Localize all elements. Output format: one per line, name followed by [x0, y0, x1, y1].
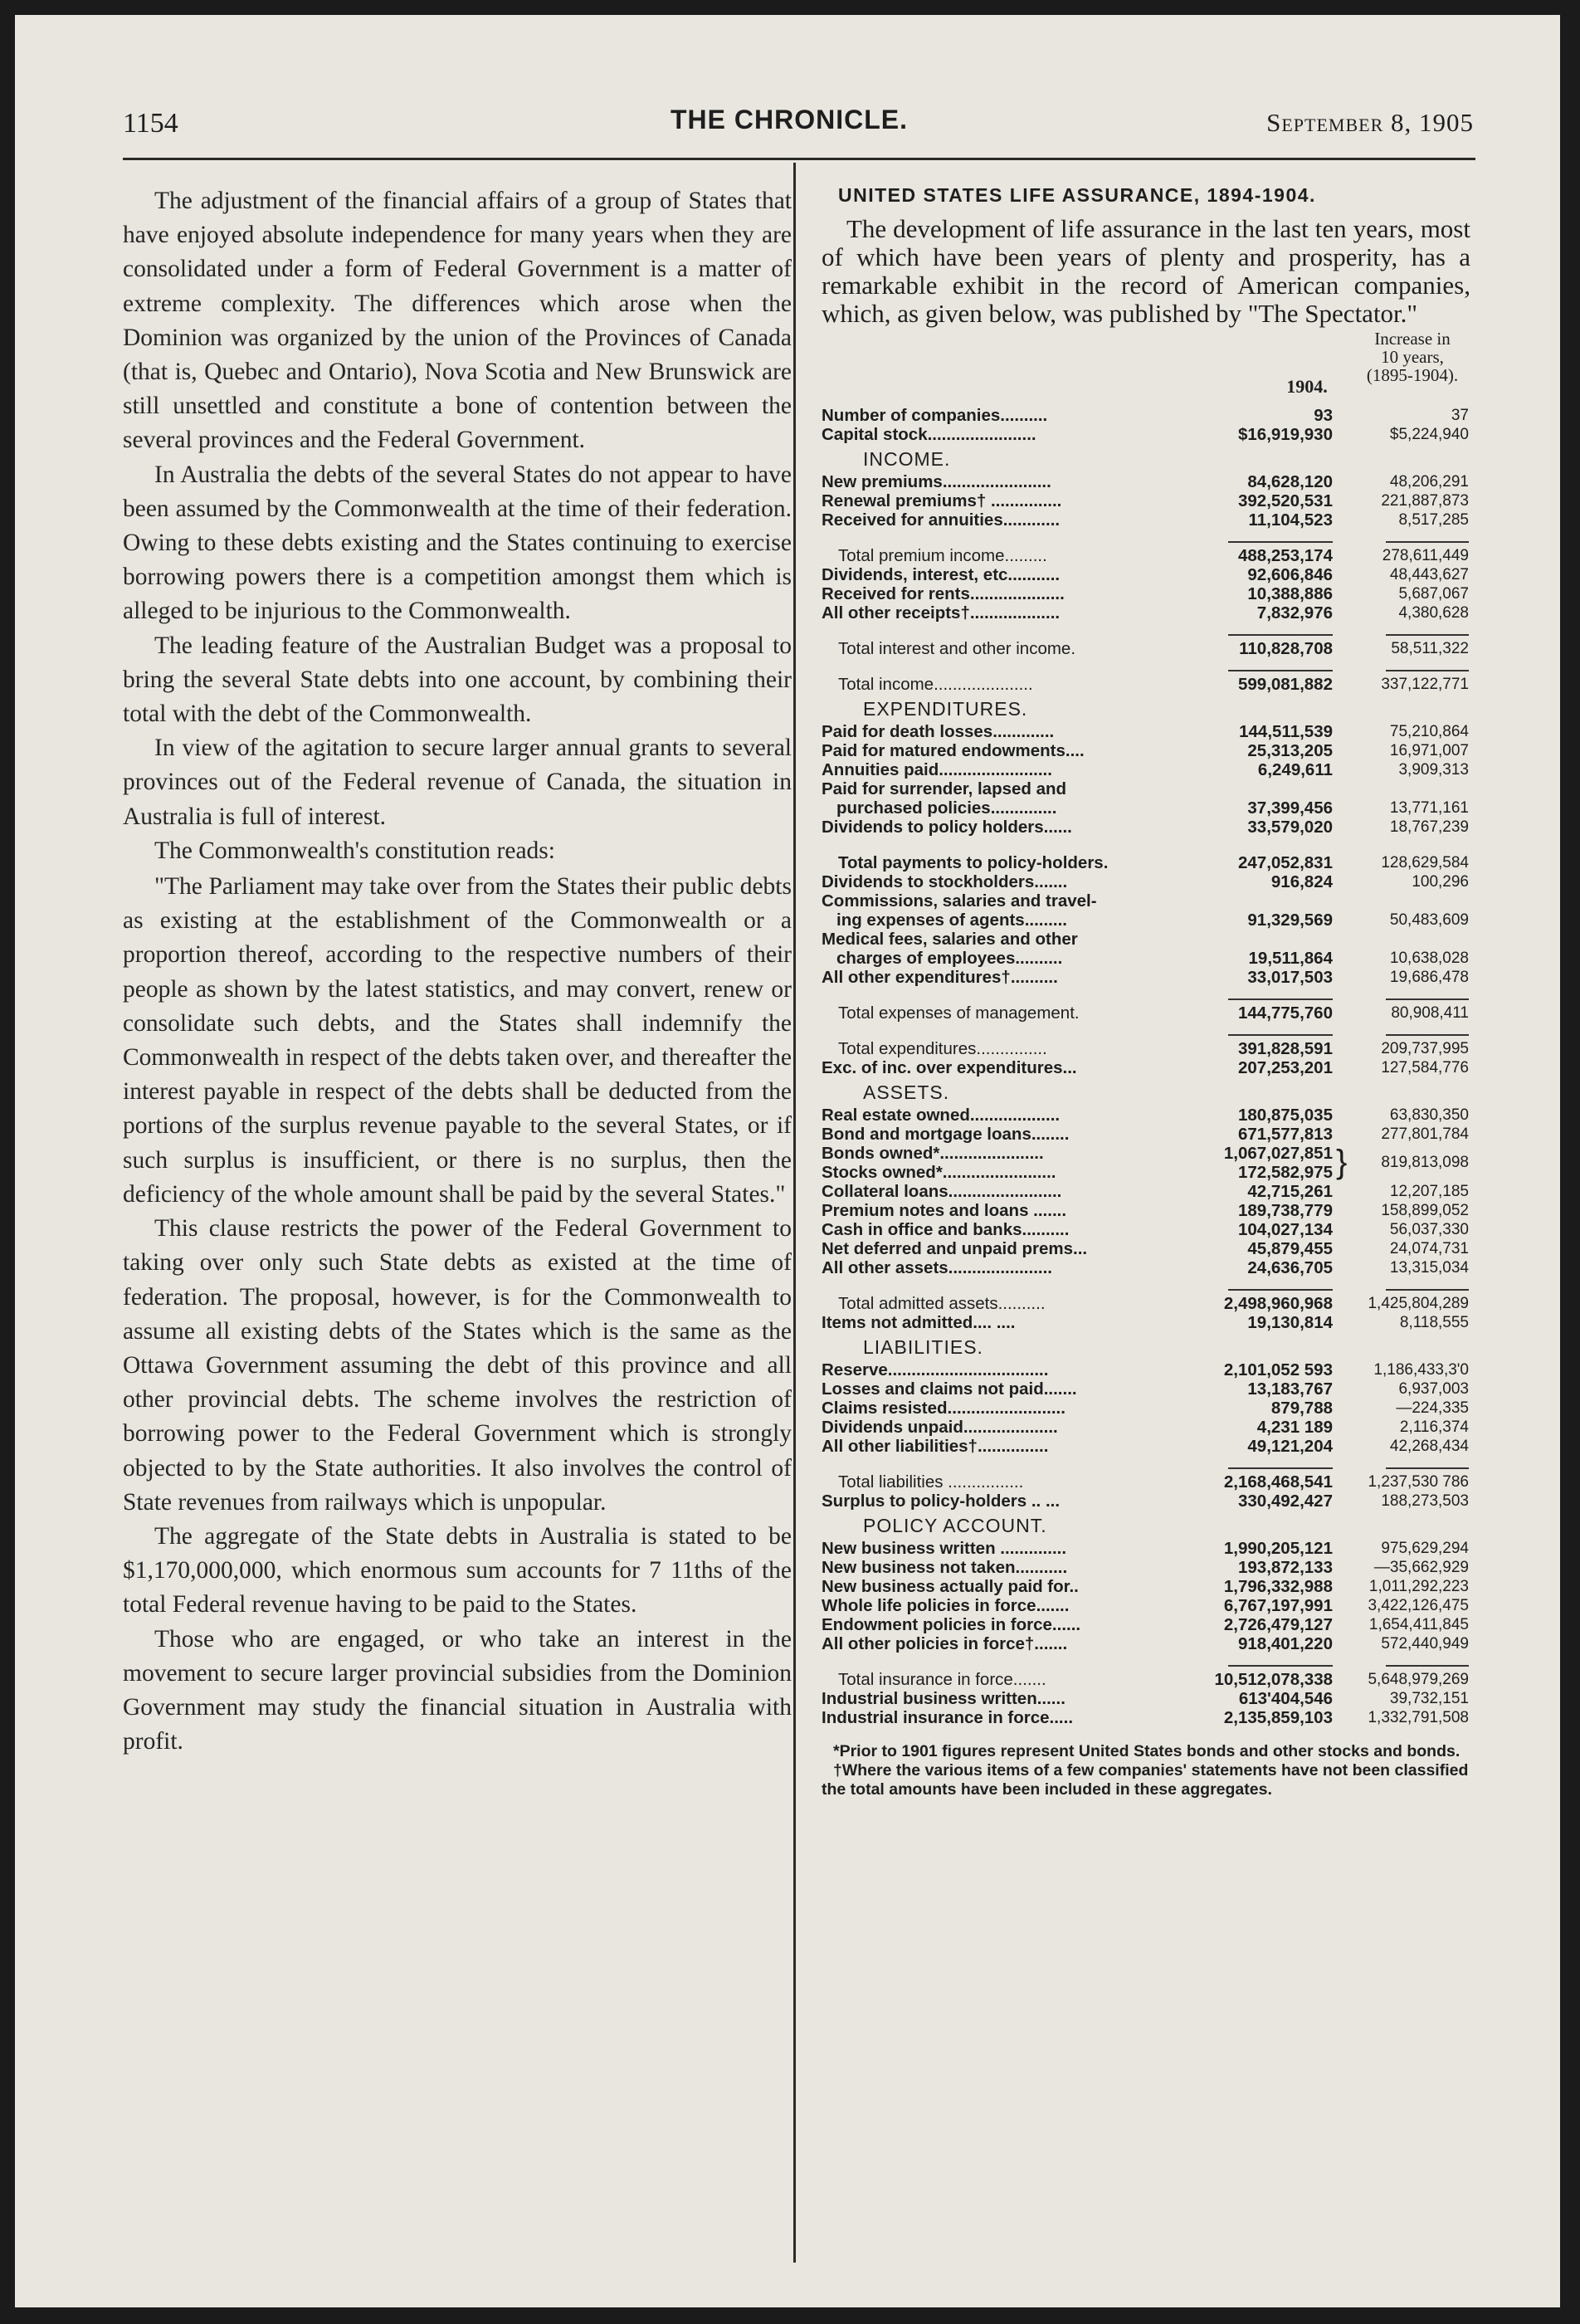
table-row [822, 639, 1470, 658]
value-increase: 50,483,609 [1389, 911, 1469, 929]
article-paragraph: This clause restricts the power of the Federal Government to taking over only such State debts as existed at the time of federation. The proposal, however, is for the Commonwealth to assume all existing debts of the States which is the same as the Ottawa Government assuming the debt of this province and all other provincial debts. The scheme involves the restriction of borrowing power to the Federal Government which is strongly objected to by the State authorities. It also involves the control of State revenues from railways which is unpopular. [123, 1215, 792, 1516]
table-row [822, 798, 1470, 818]
row-label: ing expenses of agents......... [836, 911, 1067, 930]
row-label: Whole life policies in force....... [822, 1596, 1070, 1615]
value-increase: 18,767,239 [1389, 818, 1469, 836]
increase-heading: Increase in 10 years, (1895-1904). [1366, 329, 1459, 385]
row-label: Annuities paid........................ [822, 760, 1052, 779]
row-label: Net deferred and unpaid prems... [822, 1239, 1088, 1258]
left-column-article [123, 184, 792, 1759]
table-row [822, 425, 1470, 444]
row-label: Bonds owned*...................... [822, 1144, 1044, 1163]
value-increase: 278,611,449 [1382, 547, 1469, 564]
table-row [822, 491, 1470, 510]
footnote: †Where the various items of a few companies' statements have not been classified the total amounts have been included in these aggregates. [822, 1761, 1469, 1799]
value-increase: 24,074,731 [1389, 1240, 1469, 1257]
row-label: Dividends to policy holders...... [822, 818, 1072, 837]
table-row [822, 1689, 1470, 1708]
value-increase: 1,654,411,845 [1368, 1616, 1469, 1633]
value-increase: 158,899,052 [1381, 1202, 1469, 1219]
page-header [123, 105, 1474, 154]
value-1904: 33,017,503 [1247, 968, 1333, 987]
table-row [822, 853, 1470, 872]
value-1904: 104,027,134 [1237, 1220, 1333, 1239]
value-increase: 127,584,776 [1381, 1059, 1469, 1077]
section-heading-expenditures: EXPENDITURES. [863, 698, 1028, 720]
value-increase: 572,440,949 [1381, 1635, 1469, 1653]
table-row [822, 1558, 1470, 1577]
total-rule [1386, 1034, 1469, 1036]
row-label: Total premium income......... [838, 546, 1047, 565]
row-label: Claims resisted......................... [822, 1399, 1066, 1418]
value-1904: 49,121,204 [1247, 1437, 1333, 1456]
total-rule [1228, 634, 1333, 636]
value-1904: 2,726,479,127 [1223, 1615, 1333, 1634]
value-1904: 2,168,468,541 [1223, 1472, 1333, 1492]
constitution-quote: "The Parliament may take over from the States their public debts as existing at the establishment of the Commonwealth or a proportion thereof, according to the respective numbers of their people as shown by the latest statistics, and may convert, renew or consolidate such debts, and the States shall indemnify the Commonwealth in respect of the debts taken over, and thereafter the interest payable in respect of the debts shall be deducted from the portions of the surplus revenue payable to the several States, or if such surplus is insufficient, or there is no surplus, then the deficiency of the whole amount shall be paid by the several States." [123, 873, 792, 1208]
header-rule [123, 158, 1475, 160]
row-label: All other policies in force†....... [822, 1634, 1068, 1653]
row-label: Reserve.................................. [822, 1360, 1049, 1379]
value-1904: 172,582,975 [1237, 1163, 1333, 1182]
value-1904: 488,253,174 [1237, 546, 1333, 565]
table-row [822, 1596, 1470, 1615]
value-increase: —224,335 [1396, 1399, 1469, 1417]
table-row [822, 1058, 1470, 1077]
table-row [822, 1182, 1470, 1201]
value-1904: 613'404,546 [1238, 1689, 1333, 1708]
row-label: Total liabilities ................ [838, 1472, 1024, 1492]
table-row [822, 472, 1470, 491]
value-increase: 1,332,791,508 [1368, 1709, 1469, 1726]
total-rule [1228, 1289, 1333, 1291]
table-row [822, 949, 1470, 968]
row-label: Surplus to policy-holders .. ... [822, 1492, 1061, 1511]
row-label: Bond and mortgage loans........ [822, 1125, 1070, 1144]
row-label: Received for rents.................... [822, 584, 1065, 603]
table-row [822, 1258, 1470, 1277]
table-row [822, 1577, 1470, 1596]
row-label: Exc. of inc. over expenditures... [822, 1058, 1077, 1077]
table-row [822, 1615, 1470, 1634]
row-label: Dividends unpaid.................... [822, 1418, 1058, 1437]
value-increase: 56,037,330 [1389, 1221, 1469, 1238]
table-row [822, 1492, 1470, 1511]
value-1904: 42,715,261 [1247, 1182, 1333, 1201]
value-increase: 975,629,294 [1381, 1540, 1469, 1557]
row-label: Total interest and other income. [838, 639, 1076, 658]
row-label: New business not taken........... [822, 1558, 1068, 1577]
row-label: Number of companies.......... [822, 406, 1048, 425]
value-increase: —35,662,929 [1373, 1559, 1469, 1576]
value-1904: 110,828,708 [1239, 639, 1333, 658]
value-increase: 128,629,584 [1381, 854, 1469, 872]
row-label: Industrial insurance in force..... [822, 1708, 1074, 1727]
value-1904: 392,520,531 [1237, 491, 1333, 510]
row-label: Paid for surrender, lapsed and [822, 779, 1067, 798]
value-1904: 13,183,767 [1247, 1379, 1333, 1399]
table-row [822, 565, 1470, 584]
article-paragraph: The Commonwealth's constitution reads: [154, 837, 555, 864]
brace-icon: } [1336, 1144, 1348, 1180]
value-increase: 3,422,126,475 [1368, 1597, 1469, 1614]
row-label: New business actually paid for.. [822, 1577, 1079, 1596]
table-row [822, 911, 1470, 930]
value-increase: 80,908,411 [1391, 1004, 1469, 1022]
article-paragraph: In Australia the debts of the several States do not appear to have been assumed by the Commonwealth at the time of their federation. Owing to these debts existing and the States continuing to exercise borrowing powers there is a competition amongst them which is alleged to be injurious to the Commonwealth. [123, 461, 792, 625]
article-paragraph: In view of the agitation to secure larger annual grants to several provinces out of the Federal revenue of Canada, the situation in Australia is full of interest. [123, 735, 792, 830]
total-rule [1228, 1034, 1333, 1036]
table-row [822, 1239, 1470, 1258]
value-1904: 92,606,846 [1247, 565, 1333, 584]
table-row [822, 1003, 1470, 1023]
row-label: Medical fees, salaries and other [822, 930, 1078, 949]
value-increase: 63,830,350 [1389, 1106, 1469, 1124]
table-row [822, 1437, 1470, 1456]
value-increase: 277,801,784 [1381, 1125, 1469, 1143]
row-label: charges of employees.......... [836, 949, 1063, 968]
article-paragraph: The adjustment of the financial affairs of a group of States that have enjoyed absolute independence for many years when they are consolidated under a form of Federal Government is a matter of extreme complexity. The differences which arose when the Dominion was organized by the union of the Provinces of Canada (that is, Quebec and Ontario), Nova Scotia and New Brunswick are still unsettled and constitute a bone of contention between the several provinces and the Federal Government. [123, 188, 792, 454]
row-label: purchased policies.............. [836, 798, 1057, 818]
value-1904: 24,636,705 [1247, 1258, 1333, 1277]
row-label: Total expenses of management. [838, 1003, 1080, 1023]
issue-date: September 8, 1905 [1266, 108, 1474, 137]
total-rule [1386, 998, 1469, 1000]
total-rule [1386, 541, 1469, 543]
row-label: Real estate owned................... [822, 1106, 1061, 1125]
value-increase: 8,517,285 [1398, 511, 1469, 529]
total-rule [1228, 1467, 1333, 1469]
value-1904: 1,796,332,988 [1223, 1577, 1333, 1596]
value-increase: 1,237,530 786 [1368, 1473, 1469, 1491]
right-column-article [822, 184, 1470, 1799]
value-increase: 1,186,433,3'0 [1373, 1361, 1469, 1379]
table-row [822, 760, 1470, 779]
section-heading-policy-account: POLICY ACCOUNT. [863, 1515, 1047, 1536]
value-1904: 91,329,569 [1247, 911, 1333, 930]
table-row [822, 546, 1470, 565]
table-row [822, 1634, 1470, 1653]
value-1904: 330,492,427 [1237, 1492, 1333, 1511]
value-increase: 337,122,771 [1381, 676, 1469, 693]
total-rule [1386, 1665, 1469, 1667]
table-row [822, 1039, 1470, 1058]
table-row [822, 1313, 1470, 1332]
value-increase: 6,937,003 [1398, 1380, 1469, 1398]
table-row [822, 1294, 1470, 1313]
table-row [822, 741, 1470, 760]
value-1904: 918,401,220 [1237, 1634, 1333, 1653]
value-1904: 6,767,197,991 [1223, 1596, 1333, 1615]
table-row [822, 1220, 1470, 1239]
value-increase: 188,273,503 [1381, 1492, 1469, 1510]
row-label: Endowment policies in force...... [822, 1615, 1081, 1634]
value-1904: 11,104,523 [1248, 510, 1333, 530]
table-row [822, 1399, 1470, 1418]
value-increase: 10,638,028 [1389, 950, 1469, 967]
publication-title: THE CHRONICLE. [671, 105, 908, 134]
table-row [822, 872, 1470, 891]
table-row [822, 1379, 1470, 1399]
value-increase: 75,210,864 [1389, 723, 1469, 740]
table-row [822, 1472, 1470, 1492]
page-number: 1154 [123, 108, 178, 139]
row-label: Industrial business written...... [822, 1689, 1066, 1708]
total-rule [1386, 1289, 1469, 1291]
value-1904: 19,130,814 [1247, 1313, 1333, 1332]
value-1904: $16,919,930 [1237, 425, 1333, 444]
row-label: Dividends, interest, etc........... [822, 565, 1061, 584]
value-1904: 2,101,052 593 [1223, 1360, 1333, 1379]
table-row [822, 1106, 1470, 1125]
value-1904: 1,067,027,851 [1223, 1144, 1333, 1163]
table-row [822, 603, 1470, 622]
value-1904: 1,990,205,121 [1223, 1539, 1333, 1558]
table-row [822, 1201, 1470, 1220]
section-heading-liabilities: LIABILITIES. [863, 1336, 983, 1358]
table-row [822, 584, 1470, 603]
row-label: Commissions, salaries and travel- [822, 891, 1097, 911]
value-1904: 6,249,611 [1257, 760, 1333, 779]
row-label: Renewal premiums† ............... [822, 491, 1062, 510]
value-increase: 221,887,873 [1381, 492, 1469, 510]
value-1904: 671,577,813 [1237, 1125, 1333, 1144]
table-row [822, 891, 1470, 911]
table-row [822, 406, 1470, 425]
row-label: Total income..................... [838, 675, 1033, 694]
row-label: Total payments to policy-holders. [838, 853, 1109, 872]
value-1904: 33,579,020 [1247, 818, 1333, 837]
row-label: All other expenditures†.......... [822, 968, 1058, 987]
value-1904: 19,511,864 [1248, 949, 1333, 968]
table-row [822, 930, 1470, 949]
value-increase: 13,315,034 [1389, 1259, 1469, 1277]
value-1904: 144,775,760 [1237, 1003, 1333, 1023]
value-increase: 1,011,292,223 [1368, 1578, 1469, 1595]
section-heading-assets: ASSETS. [863, 1081, 950, 1103]
value-increase: 48,443,627 [1389, 566, 1469, 583]
footnote: *Prior to 1901 figures represent United States bonds and other stocks and bonds. [833, 1742, 1461, 1760]
row-label: All other assets...................... [822, 1258, 1052, 1277]
value-increase: 209,737,995 [1381, 1040, 1469, 1057]
value-increase: 5,648,979,269 [1368, 1671, 1469, 1688]
bonds-stocks-group [822, 1144, 1470, 1182]
row-label: Total insurance in force....... [838, 1670, 1046, 1689]
value-1904: 84,628,120 [1247, 472, 1333, 491]
article-paragraph: Those who are engaged, or who take an interest in the movement to secure larger provincial subsidies from the Dominion Government may study the financial situation in Australia with profit. [123, 1625, 792, 1755]
row-label: New premiums....................... [822, 472, 1051, 491]
column-headings [822, 330, 1470, 406]
value-increase: 13,771,161 [1389, 799, 1469, 817]
row-label: Total admitted assets.......... [838, 1294, 1046, 1313]
section-heading-income: INCOME. [863, 448, 951, 470]
table-title: UNITED STATES LIFE ASSURANCE, 1894-1904. [838, 184, 1316, 206]
value-1904: 45,879,455 [1247, 1239, 1333, 1258]
table-row [822, 968, 1470, 987]
row-label: All other liabilities†............... [822, 1437, 1049, 1456]
value-increase: 4,380,628 [1398, 604, 1469, 622]
table-row [822, 779, 1470, 798]
total-rule [1386, 670, 1469, 671]
value-1904: 2,135,859,103 [1223, 1708, 1333, 1727]
value-increase: 42,268,434 [1389, 1438, 1469, 1455]
table-row [822, 675, 1470, 694]
value-1904: 916,824 [1270, 872, 1333, 891]
total-rule [1228, 541, 1333, 543]
article-paragraph: The aggregate of the State debts in Australia is stated to be $1,170,000,000, which enormous sum accounts for 7 11ths of the total Federal revenue having to be paid to the States. [123, 1522, 792, 1618]
table-row [822, 1708, 1470, 1727]
row-label: Dividends to stockholders....... [822, 872, 1068, 891]
value-1904: 879,788 [1270, 1399, 1333, 1418]
value-1904: 180,875,035 [1237, 1106, 1333, 1125]
total-rule [1386, 1467, 1469, 1469]
row-label: Stocks owned*........................ [822, 1163, 1056, 1182]
value-1904: 193,872,133 [1237, 1558, 1333, 1577]
row-label: Losses and claims not paid....... [822, 1379, 1077, 1399]
article-paragraph: The leading feature of the Australian Budget was a proposal to bring the several State debts into one account, by combining their total with the debt of the Commonwealth. [123, 632, 792, 728]
table-row [822, 1539, 1470, 1558]
footnotes [822, 1742, 1470, 1799]
total-rule [1228, 998, 1333, 1000]
table-row [822, 818, 1470, 837]
statistics-table [822, 406, 1470, 1727]
value-increase: 8,118,555 [1399, 1314, 1469, 1331]
value-increase: 819,813,098 [1381, 1154, 1469, 1171]
value-increase: 2,116,374 [1399, 1418, 1469, 1436]
row-label: Capital stock....................... [822, 425, 1036, 444]
value-1904: 93 [1314, 406, 1333, 425]
value-increase: 48,206,291 [1389, 473, 1469, 491]
value-1904: 391,828,591 [1237, 1039, 1333, 1058]
value-increase: 58,511,322 [1391, 640, 1469, 657]
table-row [822, 1360, 1470, 1379]
total-rule [1228, 670, 1333, 671]
value-1904: 144,511,539 [1239, 722, 1333, 741]
value-1904: 247,052,831 [1237, 853, 1333, 872]
value-increase: 16,971,007 [1389, 742, 1469, 759]
row-label: Premium notes and loans ....... [822, 1201, 1067, 1220]
value-increase: 1,425,804,289 [1368, 1295, 1469, 1312]
value-1904: 10,388,886 [1247, 584, 1333, 603]
table-intro: The development of life assurance in the last ten years, most of which have been years of plenty and prosperity, has a remarkable exhibit in the record of American companies, which, as given below, was published by "The Spectator." [822, 214, 1470, 328]
value-1904: 2,498,960,968 [1223, 1294, 1333, 1313]
row-label: Items not admitted.... .... [822, 1313, 1016, 1332]
value-increase: 100,296 [1412, 873, 1469, 891]
value-1904: 25,313,205 [1247, 741, 1333, 760]
table-row [822, 722, 1470, 741]
row-label: Paid for matured endowments.... [822, 741, 1085, 760]
value-1904: 599,081,882 [1237, 675, 1333, 694]
row-label: Received for annuities............ [822, 510, 1061, 530]
table-row [822, 1418, 1470, 1437]
value-increase: 19,686,478 [1389, 969, 1469, 986]
value-increase: 5,687,067 [1398, 585, 1469, 603]
value-increase: 39,732,151 [1389, 1690, 1469, 1707]
row-label: All other receipts†................... [822, 603, 1061, 622]
column-divider [793, 163, 796, 2263]
row-label: New business written .............. [822, 1539, 1067, 1558]
value-increase: 37 [1451, 407, 1469, 424]
value-increase: $5,224,940 [1389, 426, 1469, 443]
value-1904: 10,512,078,338 [1214, 1670, 1333, 1689]
row-label: Collateral loans........................ [822, 1182, 1062, 1201]
value-1904: 7,832,976 [1256, 603, 1333, 622]
total-rule [1228, 1665, 1333, 1667]
total-rule [1386, 634, 1469, 636]
table-row [822, 1670, 1470, 1689]
value-1904: 4,231 189 [1256, 1418, 1333, 1437]
value-1904: 189,738,779 [1237, 1201, 1333, 1220]
row-label: Paid for death losses............. [822, 722, 1055, 741]
value-1904: 37,399,456 [1247, 798, 1333, 818]
value-1904: 207,253,201 [1237, 1058, 1333, 1077]
year-heading: 1904. [1286, 376, 1328, 397]
value-increase: 12,207,185 [1389, 1183, 1469, 1200]
row-label: Cash in office and banks.......... [822, 1220, 1070, 1239]
table-row [822, 510, 1470, 530]
row-label: Total expenditures............... [838, 1039, 1047, 1058]
value-increase: 3,909,313 [1398, 761, 1469, 779]
table-row [822, 1125, 1470, 1144]
